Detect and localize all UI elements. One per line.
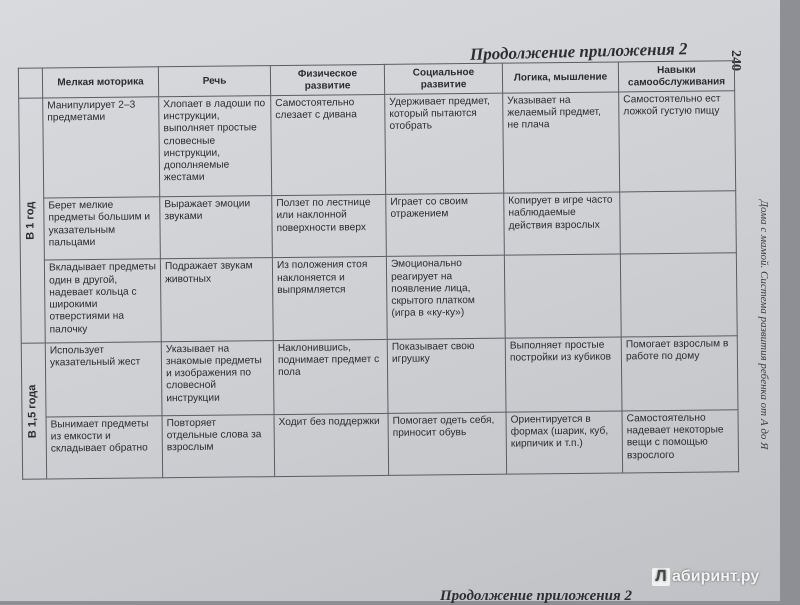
table-cell: Вынимает предметы из емкости и складывает обратно (46, 416, 163, 479)
table-row (19, 91, 736, 199)
table-cell: Выражает эмоции звуками (160, 196, 273, 259)
table-cell: Удерживает предмет, который пытаются отобрать (385, 93, 504, 194)
table-cell (620, 191, 737, 254)
table-cell: Указывает на желаемый предмет, не плача (503, 92, 620, 193)
table-cell: Самостоятельно надевает некоторые вещи с помощью взрослого (622, 410, 739, 473)
labirint-logo-icon: Л (652, 568, 670, 586)
age-group-label: В 1 год (24, 201, 37, 240)
table-header-corner (18, 68, 42, 98)
table-cell: Хлопает в ладоши по инструкции, выполняет простые словесные инструкции, дополняемые жестами (159, 96, 272, 197)
table-header: Речь (158, 66, 270, 97)
table-header: Физическое развитие (270, 64, 384, 95)
table-cell: Указывает на знакомые предметы и изображения по словесной инструкции (161, 340, 274, 415)
table-cell: Выполняет простые постройки из кубиков (505, 337, 622, 412)
table-cell: Помогает одеть себя, приносит обувь (388, 412, 507, 475)
table-row (22, 410, 739, 480)
table-cell (504, 254, 621, 337)
labirint-watermark (652, 568, 759, 586)
table-cell: Самостоятельно ест ложкой густую пищу (619, 91, 736, 192)
table-cell: Эмоционально реагирует на появление лица, скрытого платком (игра в «ку-ку») (386, 256, 505, 339)
table-header: Логика, мышление (502, 62, 618, 93)
table-cell (620, 253, 737, 336)
age-group-cell (19, 98, 46, 343)
table-cell: Показывает свою игрушку (387, 338, 506, 413)
table-cell: Использует указательный жест (45, 341, 162, 416)
next-page-header-fragment: Продолжение приложения 2 (440, 588, 632, 604)
table-row (21, 335, 738, 417)
table-cell: Ориентируется в формах (шарик, куб, кирпичик и т.п.) (506, 411, 623, 474)
table-cell: Манипулирует 2–3 предметами (43, 97, 160, 198)
age-group-label: В 1,5 года (26, 384, 39, 438)
table-cell: Наклонившись, поднимает предмет с пола (273, 339, 388, 414)
table-cell: Ползет по лестнице или наклонной поверхности вверх (272, 195, 387, 258)
development-table (18, 60, 739, 479)
running-title: Дома с мамой. Система развития ребенка от А до Я (758, 200, 770, 450)
page-header: Продолжение приложения 2 (469, 39, 688, 64)
table-header: Навыки самообслуживания (618, 61, 734, 92)
table-cell: Самостоятельно слезает с дивана (271, 94, 386, 195)
page-number: 240 (728, 50, 743, 71)
table-row (20, 253, 737, 343)
table-cell: Подражает звукам животных (160, 258, 273, 341)
age-group-cell (21, 343, 46, 480)
watermark-text: абиринт.ру (672, 568, 760, 585)
table-cell: Повторяет отдельные слова за взрослым (162, 414, 275, 477)
table-row (20, 191, 737, 261)
table-cell: Играет со своим отражением (386, 193, 505, 256)
table-header: Мелкая моторика (42, 67, 158, 98)
table-cell: Вкладывает предметы один в другой, надевает кольца с широкими отверстиями на палочку (44, 259, 161, 342)
table-cell: Из положения стоя наклоняется и выпрямляется (272, 257, 387, 340)
table-header: Социальное развитие (384, 63, 502, 94)
table-cell: Помогает взрослым в работе по дому (621, 335, 738, 410)
table-cell: Копирует в игре часто наблюдаемые действия взрослых (504, 192, 621, 255)
table-cell: Ходит без поддержки (274, 413, 389, 476)
table-cell: Берет мелкие предметы большим и указательным пальцами (44, 197, 161, 260)
